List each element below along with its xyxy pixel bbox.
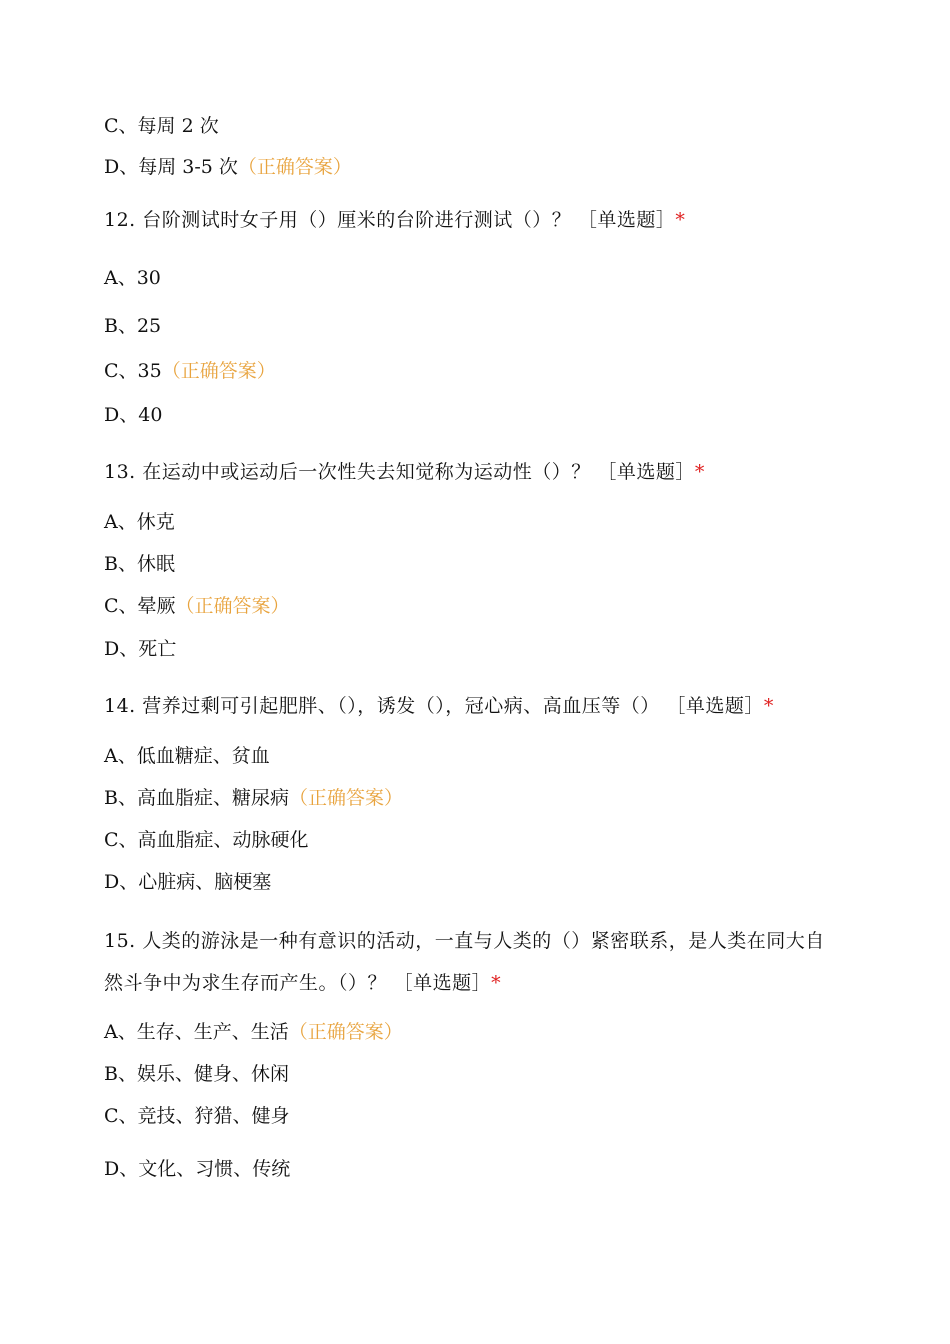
- q14-option-a[interactable]: A、低血糖症、贫血: [104, 745, 270, 767]
- q14-option-b[interactable]: B、高血脂症、糖尿病（正确答案）: [104, 787, 403, 809]
- required-mark: *: [675, 209, 686, 231]
- q15-option-c[interactable]: C、竞技、狩猎、健身: [104, 1105, 290, 1127]
- q12-option-b[interactable]: B、25: [104, 315, 162, 337]
- correct-answer-label: （正确答案）: [175, 595, 290, 617]
- question-text: 14. 营养过剩可引起肥胖、（），诱发（），冠心病、高血压等（）: [104, 695, 660, 717]
- correct-answer-label: （正确答案）: [161, 360, 276, 382]
- correct-answer-label: （正确答案）: [288, 787, 403, 809]
- question-text: 13. 在运动中或运动后一次性失去知觉称为运动性（）？: [104, 461, 591, 483]
- question-12: [104, 208, 685, 232]
- question-text: 15. 人类的游泳是一种有意识的活动，一直与人类的（）紧密联系，是人类在同大自然斗争中为求生存而产生。（）？: [104, 930, 825, 994]
- question-type: ［单选题］: [577, 209, 676, 231]
- question-text: 12. 台阶测试时女子用（）厘米的台阶进行测试（）？: [104, 209, 572, 231]
- question-type: ［单选题］: [393, 972, 492, 994]
- q12-option-c[interactable]: C、35（正确答案）: [104, 360, 276, 382]
- correct-answer-label: （正确答案）: [288, 1021, 403, 1043]
- q14-option-c[interactable]: C、高血脂症、动脉硬化: [104, 829, 309, 851]
- required-mark: *: [491, 972, 502, 994]
- question-13: [104, 460, 705, 484]
- q13-option-d[interactable]: D、死亡: [104, 638, 177, 660]
- q13-option-b[interactable]: B、休眠: [104, 553, 175, 575]
- question-type: ［单选题］: [666, 695, 764, 717]
- question-14: [104, 694, 774, 718]
- q14-option-d[interactable]: D、心脏病、脑梗塞: [104, 871, 272, 893]
- required-mark: *: [694, 461, 705, 483]
- q12-option-d[interactable]: D、40: [104, 404, 163, 426]
- question-15: [104, 920, 839, 1004]
- q13-option-a[interactable]: A、休克: [104, 511, 175, 533]
- required-mark: *: [763, 695, 774, 717]
- q13-option-c[interactable]: C、晕厥（正确答案）: [104, 595, 290, 617]
- q12-option-a[interactable]: A、30: [104, 267, 161, 289]
- option-c[interactable]: C、每周 2 次: [104, 115, 219, 137]
- q15-option-a[interactable]: A、生存、生产、生活（正确答案）: [104, 1021, 403, 1043]
- correct-answer-label: （正确答案）: [237, 156, 352, 178]
- q15-option-d[interactable]: D、文化、习惯、传统: [104, 1158, 291, 1180]
- q15-option-b[interactable]: B、娱乐、健身、休闲: [104, 1063, 289, 1085]
- question-type: ［单选题］: [597, 461, 695, 483]
- option-d[interactable]: D、每周 3-5 次（正确答案）: [104, 156, 352, 178]
